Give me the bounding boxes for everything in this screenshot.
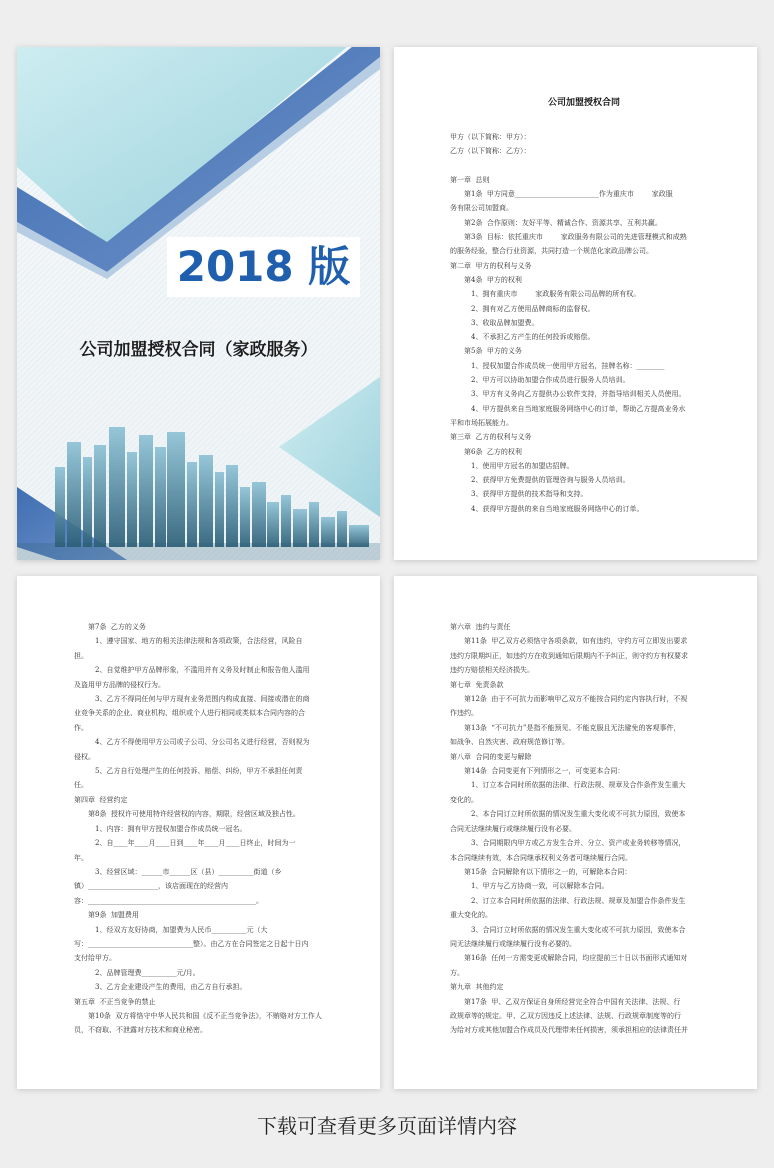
text-line: 平和市场拓展能力。 — [450, 418, 513, 427]
text-line: 2、拥有对乙方使用品牌商标的监督权。 — [471, 304, 595, 313]
text-line: 的服务经验，整合行业资源，共同打造一个规范化家政品牌公司。 — [450, 247, 653, 256]
document-title: 公司加盟授权合同 — [547, 98, 620, 108]
text-line: 第11条 甲乙双方必须恪守各项条款，如有违约，守约方可立即发出要求 — [464, 637, 688, 646]
text-line: 1、授权加盟合作成员统一使用甲方冠名，挂牌名称：________ — [471, 361, 665, 370]
text-line: 业竞争关系的企业、商业机构、组织或个人进行相同或类似本合同内容的合 — [74, 709, 305, 718]
text-line: 3、乙方不得同任何与甲方现有业务范围内构成直接、间接或潜在的商 — [95, 695, 310, 704]
text-line: 为给对方或其他加盟合作成员及代理带来任何损害，须承担相应的法律责任并 — [450, 1026, 688, 1035]
text-line: 1、订立本合同时所依据的法律、行政法规、规章及合作条件发生重大 — [471, 781, 686, 790]
page-3-body — [450, 620, 720, 1038]
text-line: 2、自觉维护甲方品牌形象，不滥用并有义务及时制止和报告他人滥用 — [95, 666, 310, 675]
text-line: 第八章 合同的变更与解除 — [450, 752, 532, 761]
text-line: 写：______________________________整）。由乙方在合同签定之日起十日内 — [74, 939, 309, 948]
text-line: 第8条 授权许可使用特许经营权的内容，期限，经营区域及独占性。 — [88, 810, 300, 819]
text-line: 第三章 乙方的权利与义务 — [450, 433, 532, 442]
text-line: 1、经双方友好协商，加盟费为人民币__________元（大 — [95, 925, 268, 934]
text-line: 员，不窃取、不泄露对方技术和商业秘密。 — [74, 1026, 207, 1035]
text-line: 3、乙方企业建设产生的费用，由乙方自行承担。 — [95, 983, 247, 992]
text-line: 第二章 甲方的权利与义务 — [450, 261, 532, 270]
text-line: 第五章 不正当竞争的禁止 — [74, 997, 156, 1006]
text-line: 第5条 甲方的义务 — [464, 347, 522, 356]
text-line: 2、获得甲方免费提供的管理咨询与服务人员培训。 — [471, 476, 630, 485]
text-line: 第六章 违约与责任 — [450, 623, 511, 631]
text-line: 第1条 甲方同意________________________作为重庆市 家政服 — [464, 190, 673, 199]
text-line: 变化的。 — [450, 795, 478, 804]
text-line: 重大变化的。 — [450, 911, 492, 920]
text-line: 4、获得甲方提供的来自当地家庭服务网络中心的订单。 — [471, 504, 644, 513]
text-line: 第15条 合同解除有以下情形之一的，可解除本合同： — [464, 867, 632, 876]
cover-title: 公司加盟授权合同（家政服务） — [79, 340, 318, 360]
text-line: 同无法继续履行或继续履行没有必要的。 — [450, 939, 576, 948]
text-line: 务有限公司加盟商。 — [450, 204, 513, 213]
text-line: 2、自____年____月____日到____年____月____日终止，时间为一 — [95, 839, 296, 848]
text-line: 2、本合同订立时所依据的情况发生重大变化或不可抗力原因，致使本 — [471, 810, 686, 819]
text-line: 3、经营区域：______市______区（县）__________街道（乡 — [95, 867, 282, 876]
page-1-body — [450, 97, 718, 516]
text-line: 如战争、自然灾害、政府规范修订等。 — [450, 738, 569, 747]
text-line: 作违约。 — [450, 709, 478, 718]
text-line: 第4条 甲方的权利 — [464, 275, 522, 284]
text-line: 第17条 甲、乙双方保证自身所经营完全符合中国有关法律、法规、行 — [464, 997, 681, 1006]
edition-year-label: 2018 版 — [167, 237, 360, 297]
page-2-text-lines — [74, 620, 339, 1038]
document-page-2 — [17, 576, 380, 1089]
page-3-text-lines — [450, 620, 720, 1038]
text-line: 容：________________________________________________。 — [74, 896, 263, 905]
text-line: 作。 — [74, 723, 88, 732]
text-line: 1、遵守国家、地方的相关法律法规和各项政策，合法经营，风险自 — [95, 637, 303, 646]
text-line: 第7条 乙方的义务 — [88, 623, 146, 631]
text-line: 3、甲方有义务向乙方提供办公软件支持，并指导培训相关人员使用。 — [471, 390, 686, 399]
text-line: 年。 — [74, 853, 88, 862]
text-line: 1、使用甲方冠名的加盟店招牌。 — [471, 461, 574, 470]
text-line: 担。 — [74, 651, 88, 660]
text-line: 第四章 经营约定 — [74, 795, 128, 804]
text-line: 违约方赔偿相关经济损失。 — [450, 666, 534, 675]
text-line: 3、收取品牌加盟费。 — [471, 318, 539, 327]
text-line: 第一章 总则 — [450, 175, 490, 184]
text-line: 合同无法继续履行或继续履行没有必要。 — [450, 824, 576, 833]
text-line: 3、合同订立时所依据的情况发生重大变化或不可抗力原因，致使本合 — [471, 925, 686, 934]
text-line: 第2条 合作原则：友好平等、精诚合作、资源共享、互利共赢。 — [464, 218, 662, 227]
page-1-text-lines — [450, 130, 718, 516]
text-line: 第14条 合同变更有下列情形之一，可变更本合同： — [464, 767, 625, 776]
text-line: 方。 — [450, 968, 464, 977]
text-line: 及盗用甲方品牌的侵权行为。 — [74, 680, 165, 689]
cover-page — [17, 47, 380, 560]
text-line: 乙方（以下简称：乙方）： — [450, 147, 531, 156]
text-line: 3、合同期限内甲方或乙方发生合并、分立、资产或业务转移等情况， — [471, 839, 686, 848]
text-line: 支付给甲方。 — [74, 954, 116, 963]
text-line: 2、品牌管理费__________元/月。 — [95, 968, 200, 977]
text-line: 1、拥有重庆市 家政服务有限公司品牌的所有权。 — [471, 290, 641, 299]
download-more-prompt[interactable]: 下载可查看更多页面详情内容 — [257, 1114, 517, 1138]
text-line: 2、甲方可以协助加盟合作成员进行服务人员培训。 — [471, 376, 630, 385]
text-line: 第10条 双方将恪守中华人民共和国《反不正当竞争法》，不贿赂对方工作人 — [88, 1011, 322, 1020]
text-line: 第七章 免责条款 — [450, 680, 504, 689]
text-line: 4、不承担乙方产生的任何投诉或赔偿。 — [471, 333, 595, 342]
text-line: 1、内容：拥有甲方授权加盟合作成员统一冠名。 — [95, 824, 247, 833]
text-line: 3、获得甲方提供的技术指导和支持。 — [471, 490, 588, 499]
text-line: 任。 — [74, 781, 88, 790]
text-line: 第九章 其他约定 — [450, 983, 504, 992]
text-line: 4、甲方提供来自当地家庭服务网络中心的订单，帮助乙方提高业务水 — [471, 404, 686, 413]
text-line: 4、乙方不得使用甲方公司或子公司、分公司名义进行经营，否则视为 — [95, 738, 310, 747]
text-line: 甲方（以下简称：甲方）： — [450, 133, 531, 141]
text-line: 5、乙方自行处理产生的任何投诉、赔偿、纠纷，甲方不承担任何责 — [95, 767, 303, 776]
text-line: 本合同继续有效，本合同继承权利义务者可继续履行合同。 — [450, 853, 632, 862]
text-line — [450, 159, 718, 173]
cover-background-art — [17, 47, 380, 560]
text-line: 2、订立本合同时所依据的法律、行政法规、规章及加盟合作条件发生 — [471, 896, 686, 905]
text-line: 镇）____________________，该店面现在的经营内 — [74, 882, 228, 891]
text-line: 第3条 目标：依托重庆市 家政服务有限公司的先进管理模式和成熟 — [464, 233, 687, 242]
text-line: 1、甲方与乙方协商一致，可以解除本合同。 — [471, 882, 609, 891]
text-line: 侵权。 — [74, 752, 95, 761]
text-line: 第13条 “不可抗力”是指不能预见、不能克服且无法避免的客观事件， — [464, 723, 681, 732]
document-page-3 — [394, 576, 757, 1089]
page-2-body — [74, 620, 339, 1038]
text-line: 第9条 加盟费用 — [88, 911, 139, 920]
document-page-1 — [394, 47, 757, 560]
text-line: 第16条 任何一方需变更或解除合同，均应提前三十日以书面形式通知对 — [464, 954, 688, 963]
text-line: 违约方限期纠正，如违约方在收到通知后限期内不予纠正，则守约方有权要求 — [450, 651, 688, 660]
text-line: 政规章等的规定。甲、乙双方因违反上述法律、法规、行政规章制度等的行 — [450, 1011, 681, 1020]
text-line: 第12条 由于不可抗力而影响甲乙双方不能按合同约定内容执行时，不视 — [464, 695, 688, 704]
text-line: 第6条 乙方的权利 — [464, 447, 522, 456]
